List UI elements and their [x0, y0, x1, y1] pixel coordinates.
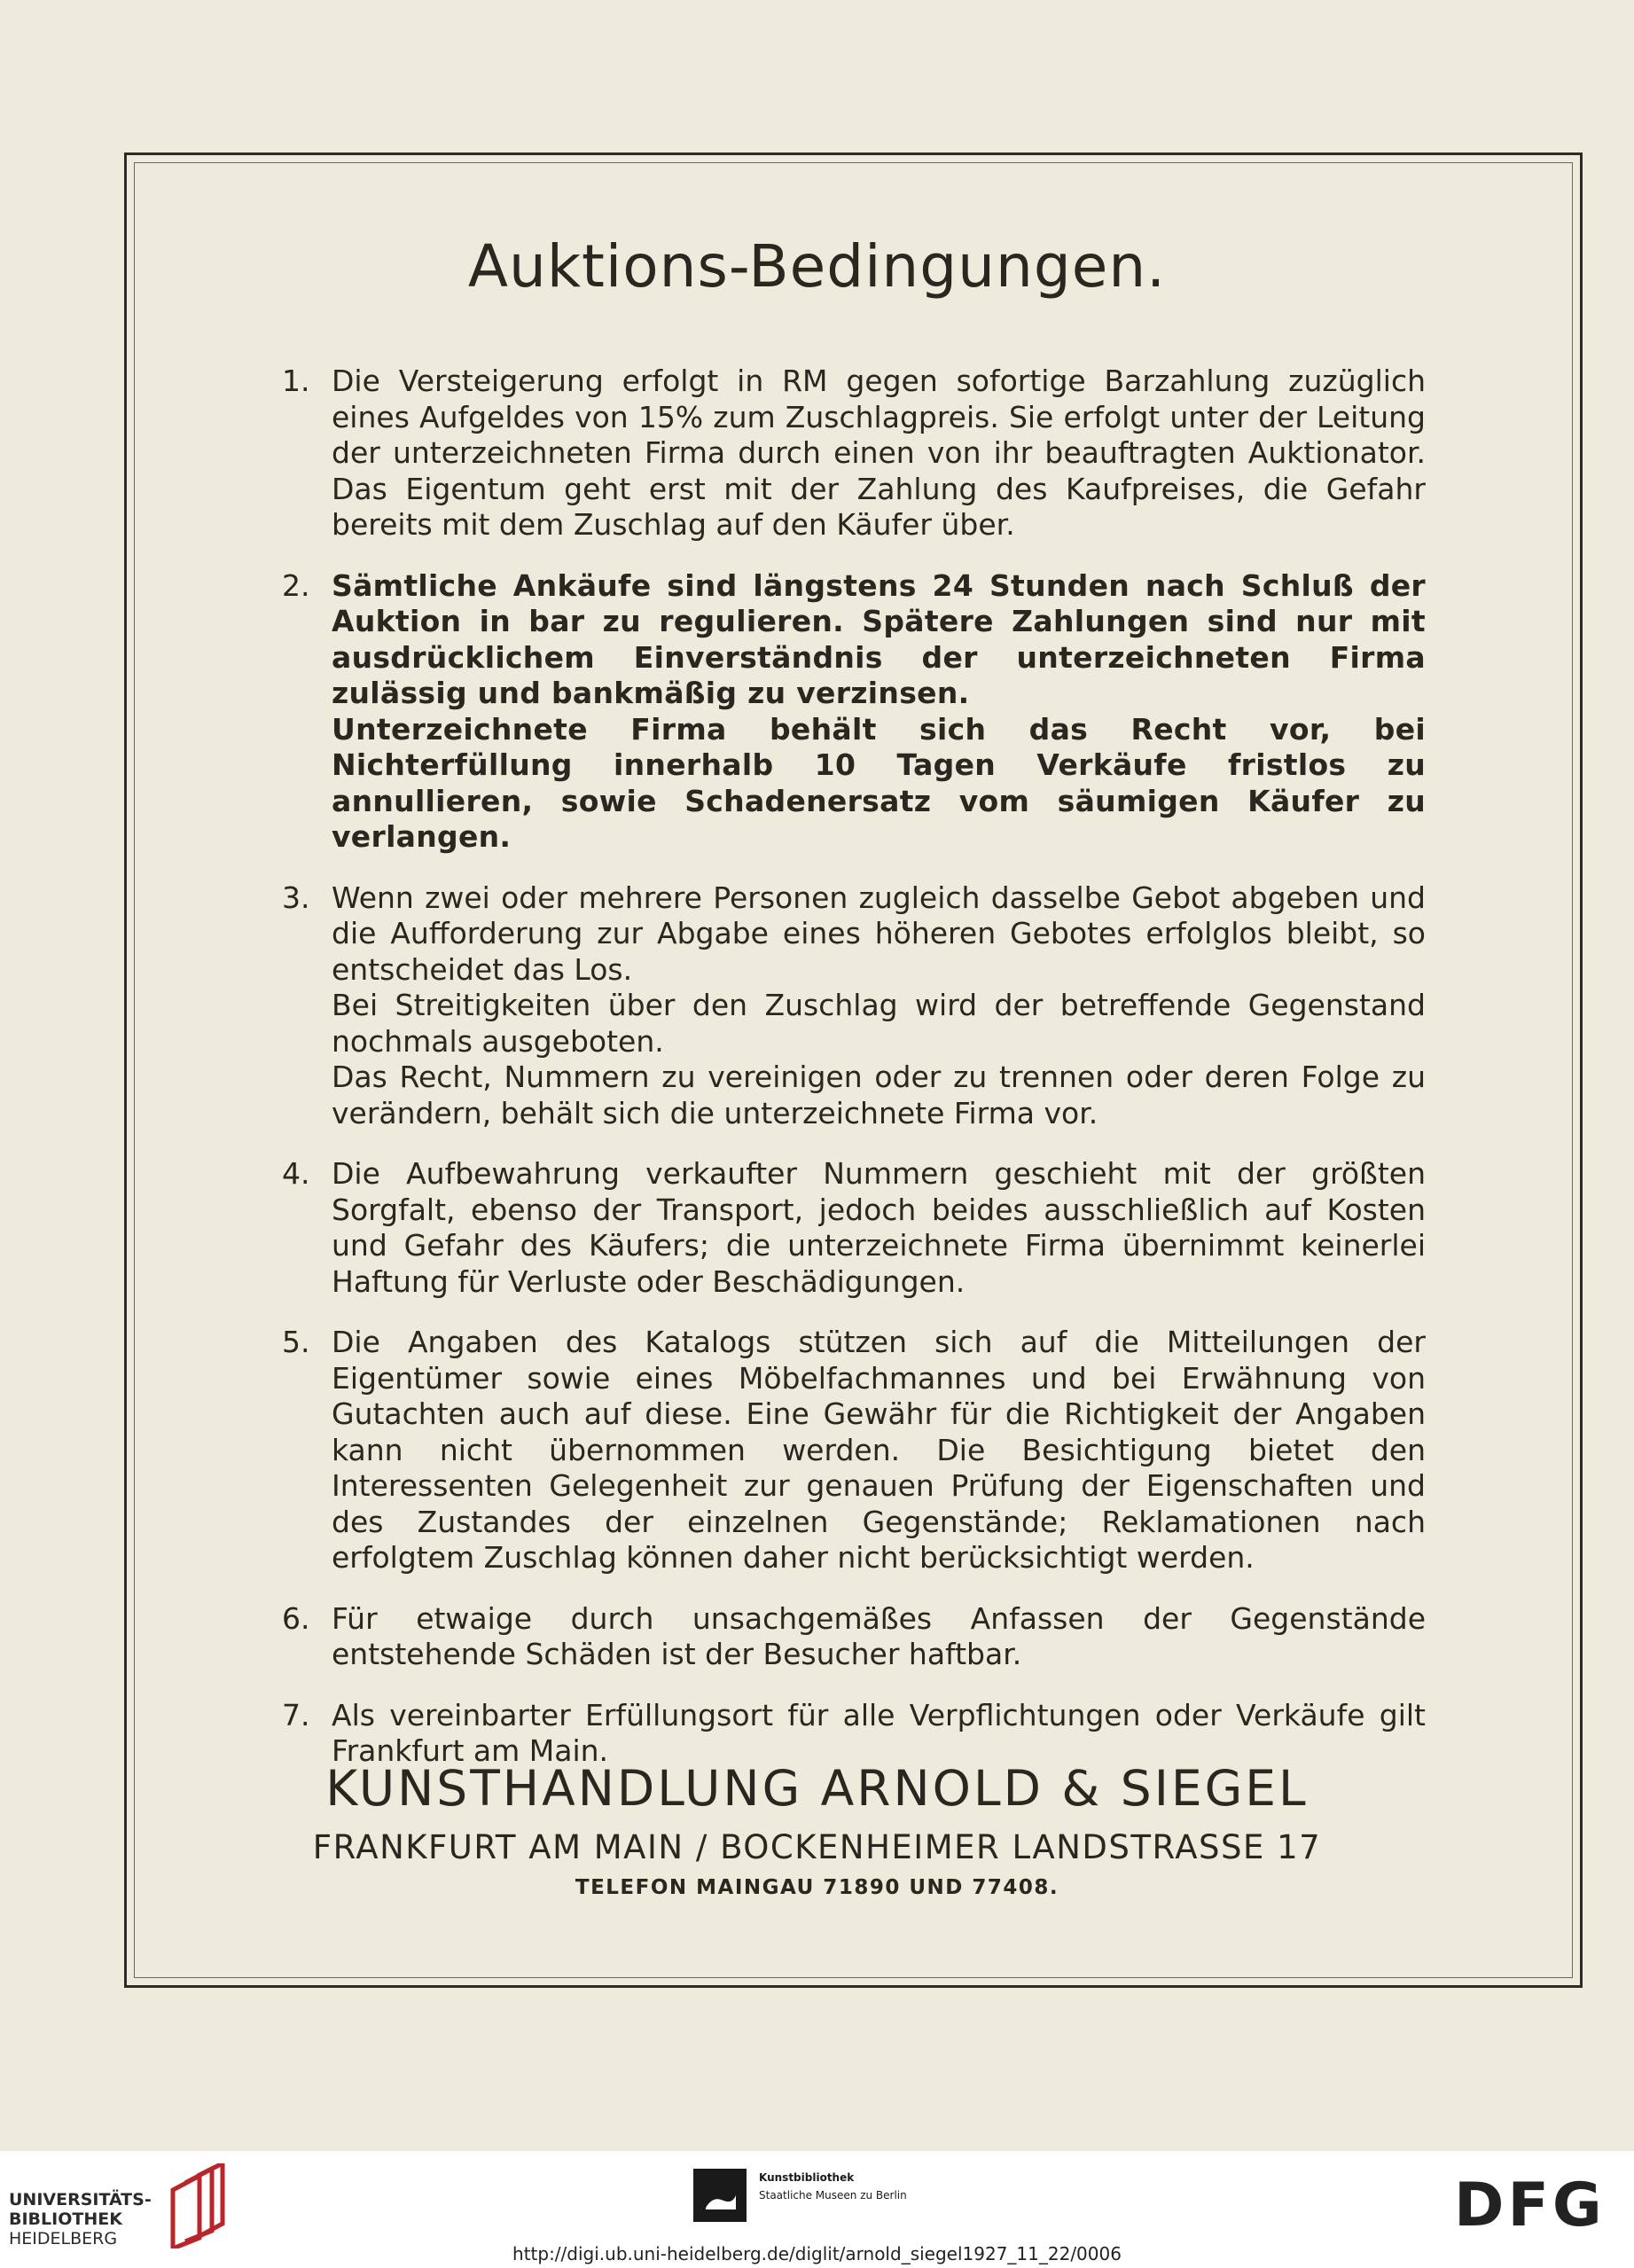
- condition-number: 5.: [282, 1325, 310, 1359]
- condition-item: [282, 1156, 1426, 1300]
- kunstbibliothek-subtitle: Staatliche Museen zu Berlin: [759, 2189, 907, 2202]
- ub-heidelberg-logo[interactable]: [9, 2190, 152, 2248]
- condition-paragraph: Bei Streitigkeiten über den Zuschlag wird der betreffende Gegenstand nochmals ausgeboten.: [332, 988, 1426, 1059]
- condition-number: 7.: [282, 1697, 310, 1732]
- condition-paragraph: Die Aufbewahrung verkaufter Nummern geschieht mit der größten Sorgfalt, ebenso der Transport, jedoch beides ausschließlich auf Kosten und Gefahr des Käufers; die unterzeichnete Firma übernimmt keinerlei Haftung für Verluste oder Beschädigungen.: [332, 1156, 1426, 1299]
- condition-paragraph: Unterzeichnete Firma behält sich das Recht vor, bei Nichterfüllung innerhalb 10 Tagen Verkäufe fristlos zu annullieren, sowie Schadenersatz vom säumigen Käufer zu verlangen.: [332, 711, 1426, 854]
- condition-number: 1.: [282, 364, 310, 398]
- kunstbibliothek-logo-icon: [693, 2169, 747, 2222]
- firm-address: FRANKFURT AM MAIN / BOCKENHEIMER LANDSTRASSE 17: [312, 1828, 1322, 1866]
- condition-paragraph: Wenn zwei oder mehrere Personen zugleich dasselbe Gebot abgeben und die Aufforderung zur Abgabe eines höheren Gebotes erfolglos bleibt, so entscheidet das Los.: [332, 880, 1426, 987]
- kunstbibliothek-name: Kunstbibliothek: [759, 2171, 855, 2184]
- condition-text: [332, 364, 1426, 544]
- condition-item: [282, 1601, 1426, 1673]
- condition-number: 2.: [282, 567, 310, 603]
- condition-text: [332, 1698, 1426, 1770]
- condition-item: [282, 1325, 1426, 1576]
- condition-item: [282, 364, 1426, 544]
- condition-text: [332, 1156, 1426, 1300]
- condition-paragraph: Als vereinbarter Erfüllungsort für alle Verpflichtungen oder Verkäufe gilt Frankfurt am Main.: [332, 1697, 1426, 1768]
- condition-text: [332, 1601, 1426, 1673]
- dfg-logo[interactable]: DFG: [1454, 2170, 1606, 2241]
- ub-logo-line2: BIBLIOTHEK: [9, 2209, 122, 2229]
- conditions-list: [282, 364, 1426, 1795]
- condition-paragraph: Die Versteigerung erfolgt in RM gegen sofortige Barzahlung zuzüglich eines Aufgeldes von 15% zum Zuschlagpreis. Sie erfolgt unter der Leitung der unterzeichneten Firma durch einen von ihr beauftragten Auktionator. Das Eigentum geht erst mit der Zahlung des Kaufpreises, die Gefahr bereits mit dem Zuschlag auf den Käufer über.: [332, 364, 1426, 542]
- condition-item: [282, 880, 1426, 1132]
- permalink-url[interactable]: http://digi.ub.uni-heidelberg.de/diglit/arnold_siegel1927_11_22/0006: [512, 2243, 1122, 2264]
- firm-name: KUNSTHANDLUNG ARNOLD & SIEGEL: [325, 1760, 1309, 1817]
- ub-logo-line3: HEIDELBERG: [9, 2229, 118, 2248]
- condition-text: [332, 568, 1426, 856]
- condition-paragraph: Für etwaige durch unsachgemäßes Anfassen der Gegenstände entstehende Schäden ist der Besucher haftbar.: [332, 1600, 1426, 1671]
- condition-number: 3.: [282, 880, 310, 915]
- condition-paragraph: Sämtliche Ankäufe sind längstens 24 Stunden nach Schluß der Auktion in bar zu regulieren. Spätere Zahlungen sind nur mit ausdrücklichem Einverständnis der unterzeichneten Firma zulässig und bankmäßig zu verzinsen.: [332, 567, 1426, 710]
- kunstbibliothek-label[interactable]: [759, 2169, 907, 2204]
- condition-text: [332, 1325, 1426, 1576]
- condition-text: [332, 880, 1426, 1132]
- condition-number: 6.: [282, 1600, 310, 1636]
- condition-number: 4.: [282, 1156, 310, 1191]
- condition-paragraph: Die Angaben des Katalogs stützen sich auf die Mitteilungen der Eigentümer sowie eines Möbelfachmannes und bei Erwähnung von Gutachten auch auf diese. Eine Gewähr für die Richtigkeit der Angaben kann nicht übernommen werden. Die Besichtigung bietet den Interessenten Gelegenheit zur genauen Prüfung der Eigenschaften und des Zustandes der einzelnen Gegenstände; Reklamationen nach erfolgtem Zuschlag können daher nicht berücksichtigt werden.: [332, 1325, 1426, 1575]
- firm-telephone: TELEFON MAINGAU 71890 UND 77408.: [575, 1876, 1059, 1899]
- condition-item: [282, 1698, 1426, 1770]
- ub-logo-line1: UNIVERSITÄTS-: [9, 2190, 152, 2209]
- condition-paragraph: Das Recht, Nummern zu vereinigen oder zu trennen oder deren Folge zu verändern, behält sich die unterzeichnete Firma vor.: [332, 1060, 1426, 1130]
- ub-book-icon: [164, 2163, 226, 2248]
- condition-item: [282, 568, 1426, 856]
- document-title: Auktions-Bedingungen.: [467, 232, 1167, 301]
